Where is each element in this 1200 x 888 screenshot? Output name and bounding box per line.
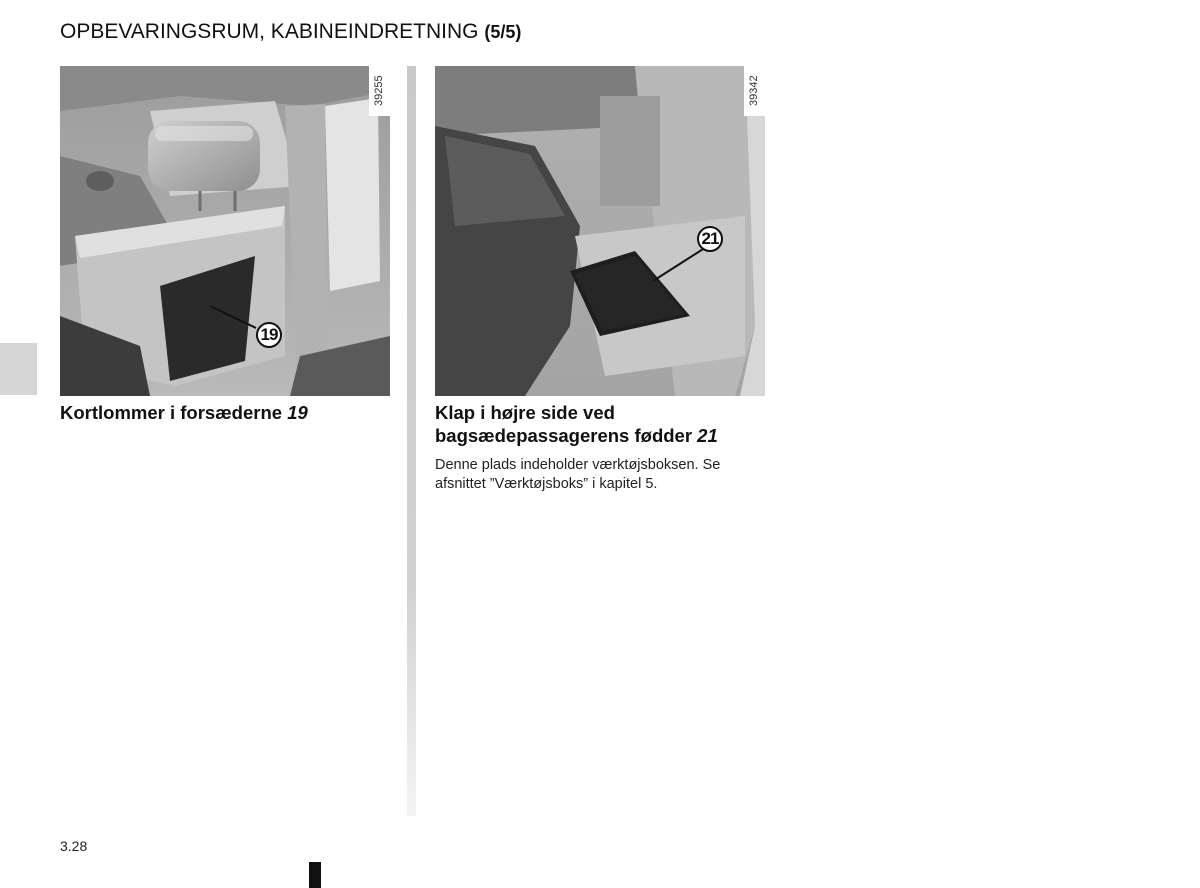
page-edge-mark xyxy=(309,862,321,888)
seat-illustration xyxy=(60,66,390,396)
caption-floor-hatch xyxy=(435,401,775,447)
figure-code-39342: 39342 xyxy=(744,66,765,116)
column-divider xyxy=(407,66,416,816)
page-section-counter: (5/5) xyxy=(484,22,522,42)
page-number: 3.28 xyxy=(60,838,88,854)
chapter-tab xyxy=(0,343,37,395)
caption-text: Kortlommer i forsæderne xyxy=(60,402,288,423)
callout-19: 19 xyxy=(256,322,282,348)
figure-seat-map-pocket xyxy=(60,66,390,396)
caption-ref: 19 xyxy=(287,402,308,423)
caption-text: bagsædepassagerens fødder xyxy=(435,425,698,446)
callout-21: 21 xyxy=(697,226,723,252)
figure-floor-hatch xyxy=(435,66,765,396)
caption-map-pockets xyxy=(60,401,308,424)
page-title xyxy=(60,20,521,44)
figure-code-39255: 39255 xyxy=(369,66,390,116)
caption-line-2 xyxy=(435,424,775,447)
page-title-text: OPBEVARINGSRUM, KABINEINDRETNING xyxy=(60,20,479,43)
caption-line-1: Klap i højre side ved xyxy=(435,402,615,423)
body-text-tool-box: Denne plads indeholder værktøjsboksen. Se afsnittet ”Værktøjsboks” i kapitel 5. xyxy=(435,457,721,492)
caption-ref: 21 xyxy=(697,425,718,446)
